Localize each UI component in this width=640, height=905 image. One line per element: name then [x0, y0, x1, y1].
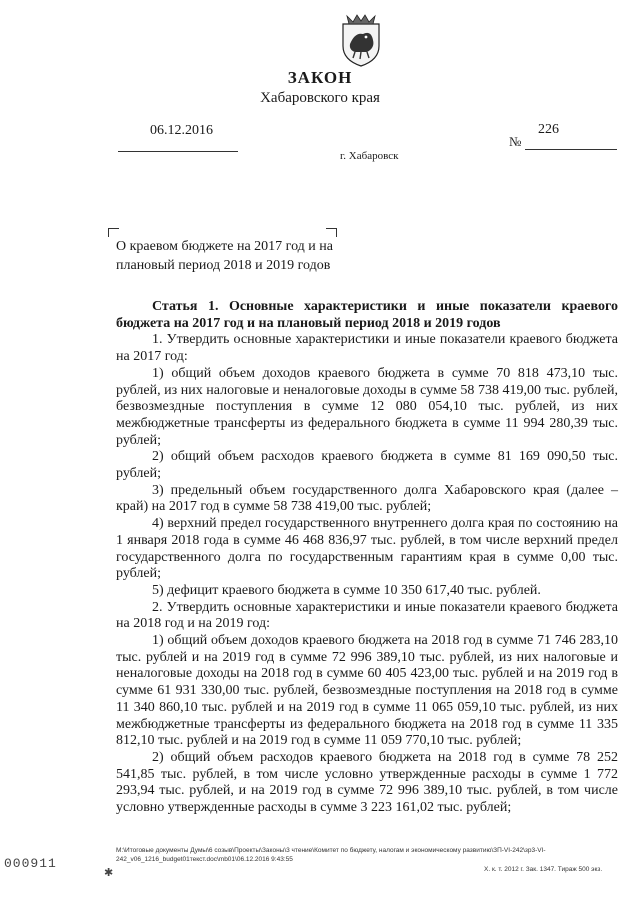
law-subtitle: Хабаровского края	[260, 90, 380, 106]
paragraph: 4) верхний предел государственного внутреннего долга края по состоянию на 1 января 2018 года в сумме 46 468 836,97 тыс. рублей, в том числе верхний предел государственного долга по государственным гарантиям края в сумме 0,00 тыс. рублей;	[116, 516, 618, 582]
law-number: 226	[538, 122, 559, 137]
paragraph: 2) общий объем расходов краевого бюджета на 2018 год в сумме 78 252 541,85 тыс. рублей, в том числе условно утвержденные расходы в сумме 1 772 293,94 тыс. рублей, и на 2019 год в сумме 72 996 389,10 тыс. рублей, в том числе условно утвержденные расходы в сумме 3 223 161,02 тыс. рублей;	[116, 749, 618, 816]
law-date: 06.12.2016	[150, 123, 213, 138]
paragraph: 2. Утвердить основные характеристики и иные показатели краевого бюджета на 2018 год и на 2019 год:	[116, 599, 618, 632]
paragraph: 1) общий объем доходов краевого бюджета на 2018 год в сумме 71 746 283,10 тыс. рублей и на 2019 год в сумме 72 996 389,10 тыс. рублей, из них налоговые и неналоговые доходы на 2018 год в сумме 60 405 423,00 тыс. рублей и на 2019 год в сумме 61 931 330,00 тыс. рублей, безвозмездные поступления на 2018 год в сумме 11 340 860,10 тыс. рублей и на 2019 год в сумме 11 065 059,10 тыс. рублей, из них межбюджетные трансферты из федерального бюджета на 2018 год в сумме 11 335 812,10 тыс. рублей и на 2019 год в сумме 11 059 770,10 тыс. рублей;	[116, 633, 618, 749]
city-name: г. Хабаровск	[340, 150, 399, 162]
document-title	[116, 237, 356, 275]
footer-print-info: Х. к. т. 2012 г. Зак. 1347. Тираж 500 экз.	[484, 866, 603, 873]
number-label: №	[509, 134, 522, 149]
number-underline	[525, 149, 617, 150]
document-title-line: плановый период 2018 и 2019 годов	[116, 258, 331, 273]
document-title-line: О краевом бюджете на 2017 год и на	[116, 239, 333, 254]
paragraph: 1. Утвердить основные характеристики и иные показатели краевого бюджета на 2017 год:	[116, 332, 618, 365]
paragraph: 5) дефицит краевого бюджета в сумме 10 350 617,40 тыс. рублей.	[152, 582, 541, 598]
footer-file-path: М:\Итоговые документы Думы\6 созыв\Проекты\Законы\3 чтение\Комитет по бюджету, налогам и экономическому развитию\ЗП-VI-242\зр3-VI-242_v06_1216_budget01текст.doc\mb01\06.12.2016 9:43:55	[116, 847, 546, 863]
title-bracket-right	[326, 228, 337, 237]
asterisk-icon: ✱	[104, 867, 114, 879]
emblem-icon	[333, 6, 389, 70]
paragraph: 2) общий объем расходов краевого бюджета в сумме 81 169 090,50 тыс. рублей;	[116, 449, 618, 482]
coat-of-arms-emblem	[333, 6, 389, 70]
paragraph: 3) предельный объем государственного долга Хабаровского края (далее – край) на 2017 год в сумме 58 738 419,00 тыс. рублей;	[116, 482, 618, 515]
serial-number: 000911	[4, 856, 57, 871]
article-body	[116, 299, 618, 817]
date-underline	[118, 151, 238, 152]
paragraph: 1) общий объем доходов краевого бюджета в сумме 70 818 473,10 тыс. рублей, из них налоговые и неналоговые доходы в сумме 58 738 419,00 тыс. рублей, безвозмездные поступления в сумме 12 080 054,10 тыс. рублей, из них межбюджетные трансферты из федерального бюджета в сумме 11 994 280,39 тыс. рублей;	[116, 365, 618, 448]
article-title: Статья 1. Основные характеристики и иные показатели краевого бюджета на 2017 год и на плановый период 2018 и 2019 годов	[116, 299, 618, 331]
law-title: ЗАКОН	[287, 68, 353, 87]
title-bracket-left	[108, 228, 119, 237]
